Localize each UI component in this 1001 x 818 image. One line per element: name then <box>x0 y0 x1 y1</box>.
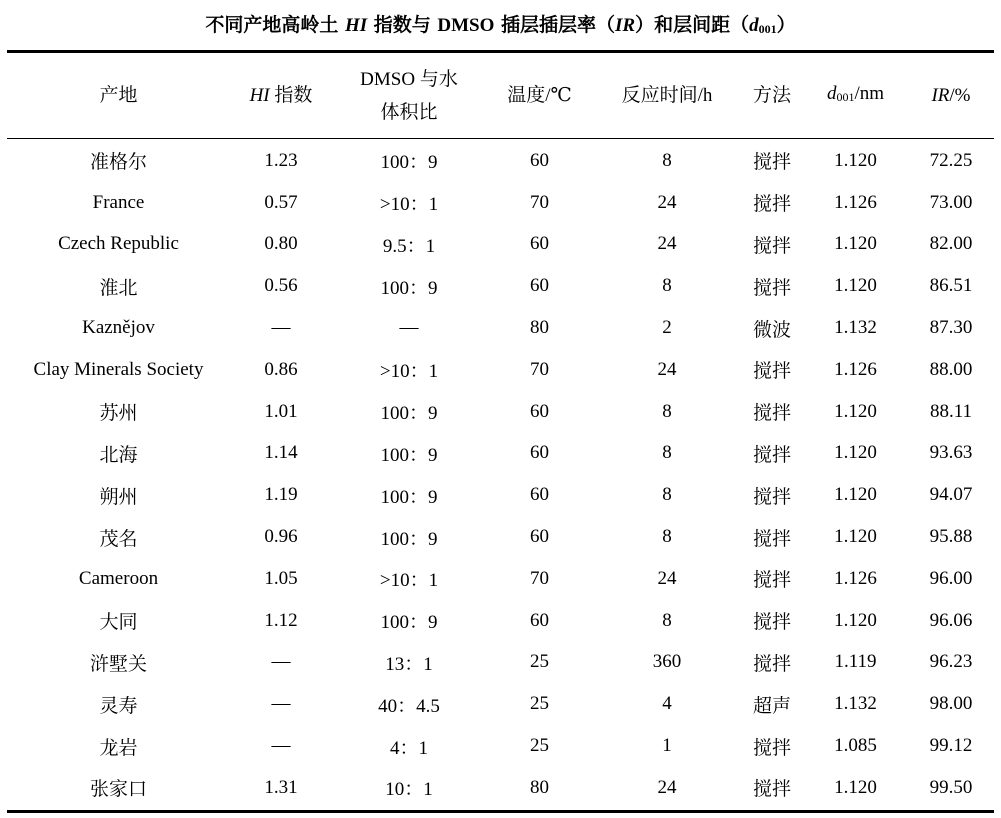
cell-method: 搅拌 <box>752 779 791 801</box>
cell-hi-index: 0.57 <box>264 191 298 213</box>
table-row <box>7 767 994 809</box>
cell-volume-ratio: — <box>399 317 419 339</box>
table-row <box>7 265 994 307</box>
cell-ir: 73.00 <box>929 191 973 213</box>
cell-temperature: 60 <box>530 484 549 506</box>
cell-d001: 1.126 <box>834 358 877 380</box>
cell-method: 搅拌 <box>752 152 791 174</box>
table-row <box>7 391 994 433</box>
cell-origin: 准格尔 <box>89 152 147 174</box>
cell-temperature: 80 <box>530 776 549 798</box>
cell-method: 搅拌 <box>752 235 791 257</box>
cell-volume-ratio: 100：9 <box>380 152 438 174</box>
caption-d: d <box>749 15 759 36</box>
cell-d001: 1.132 <box>834 317 877 339</box>
cell-method: 超声 <box>752 695 791 717</box>
cell-origin: 苏州 <box>99 403 138 425</box>
table-row <box>7 558 994 600</box>
cell-ir: 96.06 <box>929 609 973 631</box>
table-row <box>7 349 994 391</box>
cell-temperature: 60 <box>530 400 549 422</box>
cell-reaction-time: 8 <box>662 609 672 631</box>
cell-d001: 1.126 <box>834 191 877 213</box>
header-hi-suffix: 指数 <box>269 85 313 106</box>
table-body <box>7 138 994 809</box>
cell-hi-index: 1.01 <box>264 400 298 422</box>
header-reaction-time: 反应时间/h <box>621 85 713 106</box>
table-row <box>7 683 994 725</box>
cell-temperature: 25 <box>530 651 549 673</box>
caption-text: 不同产地高岭土 <box>205 14 345 36</box>
cell-volume-ratio: 100：9 <box>380 528 438 550</box>
cell-method: 搅拌 <box>752 403 791 425</box>
table-row <box>7 138 994 182</box>
cell-hi-index: 1.12 <box>264 609 298 631</box>
cell-hi-index: 1.23 <box>264 149 298 171</box>
data-table <box>7 53 994 809</box>
cell-ir: 86.51 <box>929 275 973 297</box>
header-d-subscript: 001 <box>836 90 855 104</box>
cell-hi-index: — <box>271 693 291 715</box>
cell-volume-ratio: >10：1 <box>379 194 439 216</box>
cell-d001: 1.119 <box>834 651 877 673</box>
cell-volume-ratio: 100：9 <box>380 612 438 634</box>
header-ratio-line2: 体积比 <box>380 101 438 123</box>
cell-volume-ratio: 100：9 <box>380 444 438 466</box>
cell-origin: 大同 <box>99 612 138 634</box>
cell-reaction-time: 8 <box>662 149 672 171</box>
cell-method: 搅拌 <box>752 528 791 550</box>
cell-reaction-time: 24 <box>657 776 677 798</box>
cell-origin: 朔州 <box>99 486 138 508</box>
cell-reaction-time: 24 <box>657 567 677 589</box>
cell-volume-ratio: 4：1 <box>389 737 428 759</box>
table-row <box>7 433 994 475</box>
cell-d001: 1.120 <box>834 400 877 422</box>
cell-hi-index: 0.80 <box>264 233 298 255</box>
cell-hi-index: 0.96 <box>264 526 298 548</box>
cell-volume-ratio: 40：4.5 <box>378 695 440 717</box>
table-row <box>7 725 994 767</box>
cell-method: 微波 <box>752 319 791 341</box>
cell-origin: Czech Republic <box>58 233 179 255</box>
table-row <box>7 600 994 642</box>
cell-ir: 96.23 <box>929 651 973 673</box>
cell-method: 搅拌 <box>752 194 791 216</box>
cell-method: 搅拌 <box>752 737 791 759</box>
cell-ir: 88.00 <box>929 358 973 380</box>
cell-hi-index: 1.05 <box>264 567 298 589</box>
cell-temperature: 25 <box>530 693 549 715</box>
cell-d001: 1.126 <box>834 567 877 589</box>
cell-hi-index: — <box>271 651 291 673</box>
caption-d-subscript: 001 <box>758 22 777 36</box>
header-ratio-line1: DMSO 与水 <box>360 68 458 90</box>
cell-temperature: 70 <box>530 567 549 589</box>
cell-ir: 96.00 <box>929 567 973 589</box>
table-row <box>7 474 994 516</box>
cell-reaction-time: 8 <box>662 526 672 548</box>
cell-hi-index: 0.86 <box>264 358 298 380</box>
caption-text: 指数与 <box>367 14 438 36</box>
header-temperature: 温度/℃ <box>507 85 572 106</box>
cell-reaction-time: 8 <box>662 400 672 422</box>
caption-dmso: DMSO <box>437 15 495 36</box>
cell-reaction-time: 2 <box>662 317 672 339</box>
cell-temperature: 25 <box>530 735 549 757</box>
cell-origin: 北海 <box>99 444 138 466</box>
cell-reaction-time: 24 <box>657 233 677 255</box>
cell-temperature: 60 <box>530 442 549 464</box>
cell-method: 搅拌 <box>752 277 791 299</box>
cell-temperature: 60 <box>530 275 549 297</box>
table-bottom-rule <box>7 810 994 813</box>
table-row <box>7 182 994 224</box>
header-method: 方法 <box>752 85 791 106</box>
cell-ir: 82.00 <box>929 233 973 255</box>
table-row <box>7 516 994 558</box>
cell-volume-ratio: 100：9 <box>380 486 438 508</box>
header-d-italic: d <box>826 83 837 104</box>
cell-reaction-time: 8 <box>662 275 672 297</box>
cell-d001: 1.120 <box>834 776 877 798</box>
cell-d001: 1.120 <box>834 484 877 506</box>
caption-text: ） <box>776 14 796 36</box>
cell-volume-ratio: 13：1 <box>385 653 433 675</box>
cell-hi-index: 1.19 <box>264 484 298 506</box>
cell-origin: 灵寿 <box>99 695 138 717</box>
cell-volume-ratio: 10：1 <box>385 779 433 801</box>
cell-temperature: 70 <box>530 191 549 213</box>
cell-volume-ratio: 9.5：1 <box>382 235 436 257</box>
table-caption <box>0 10 1001 38</box>
caption-hi: HI <box>344 15 368 36</box>
cell-method: 搅拌 <box>752 653 791 675</box>
header-ir <box>908 53 994 138</box>
cell-d001: 1.120 <box>834 233 877 255</box>
cell-origin: Clay Minerals Society <box>33 358 204 380</box>
cell-reaction-time: 360 <box>652 651 682 673</box>
header-d001 <box>803 53 908 138</box>
cell-ir: 94.07 <box>929 484 973 506</box>
cell-hi-index: 1.14 <box>264 442 298 464</box>
cell-d001: 1.120 <box>834 275 877 297</box>
cell-volume-ratio: >10：1 <box>379 570 439 592</box>
cell-reaction-time: 8 <box>662 442 672 464</box>
caption-text: ）和层间距（ <box>635 14 750 36</box>
cell-ir: 99.50 <box>929 776 973 798</box>
header-hi-italic: HI <box>249 85 270 106</box>
cell-method: 搅拌 <box>752 612 791 634</box>
caption-text: 插层插层率（ <box>494 14 616 36</box>
cell-method: 搅拌 <box>752 361 791 383</box>
table-header-row <box>7 53 994 138</box>
cell-origin: France <box>92 191 145 213</box>
cell-temperature: 60 <box>530 609 549 631</box>
cell-method: 搅拌 <box>752 486 791 508</box>
cell-temperature: 70 <box>530 358 549 380</box>
table-row <box>7 224 994 266</box>
cell-d001: 1.120 <box>834 609 877 631</box>
cell-temperature: 80 <box>530 317 549 339</box>
cell-origin: 淮北 <box>99 277 138 299</box>
cell-temperature: 60 <box>530 149 549 171</box>
cell-origin: 龙岩 <box>99 737 138 759</box>
header-d-unit: /nm <box>854 83 885 104</box>
cell-ir: 87.30 <box>929 317 973 339</box>
cell-origin: Cameroon <box>78 567 159 589</box>
header-ir-unit: /% <box>949 85 971 106</box>
cell-reaction-time: 1 <box>662 735 672 757</box>
cell-d001: 1.120 <box>834 442 877 464</box>
cell-reaction-time: 24 <box>657 358 677 380</box>
cell-hi-index: 1.31 <box>264 776 298 798</box>
cell-origin: 张家口 <box>89 779 147 801</box>
cell-hi-index: 0.56 <box>264 275 298 297</box>
table-row <box>7 307 994 349</box>
cell-volume-ratio: 100：9 <box>380 277 438 299</box>
header-origin: 产地 <box>99 85 138 106</box>
cell-d001: 1.132 <box>834 693 877 715</box>
cell-hi-index: — <box>271 317 291 339</box>
cell-hi-index: — <box>271 735 291 757</box>
cell-temperature: 60 <box>530 526 549 548</box>
cell-d001: 1.085 <box>834 735 877 757</box>
header-hi-index <box>230 53 332 138</box>
cell-d001: 1.120 <box>834 526 877 548</box>
cell-volume-ratio: 100：9 <box>380 403 438 425</box>
cell-ir: 93.63 <box>929 442 973 464</box>
cell-reaction-time: 4 <box>662 693 672 715</box>
cell-ir: 88.11 <box>929 400 973 422</box>
cell-ir: 99.12 <box>929 735 973 757</box>
table-row <box>7 642 994 684</box>
cell-origin: Kaznějov <box>82 317 155 339</box>
caption-ir: IR <box>615 15 636 36</box>
cell-method: 搅拌 <box>752 444 791 466</box>
header-volume-ratio <box>332 53 486 138</box>
cell-origin: 浒墅关 <box>89 653 147 675</box>
cell-d001: 1.120 <box>834 149 877 171</box>
header-ir-italic: IR <box>931 85 950 106</box>
cell-reaction-time: 24 <box>657 191 677 213</box>
cell-ir: 72.25 <box>929 149 973 171</box>
cell-origin: 茂名 <box>99 528 138 550</box>
cell-method: 搅拌 <box>752 570 791 592</box>
cell-reaction-time: 8 <box>662 484 672 506</box>
cell-volume-ratio: >10：1 <box>379 361 439 383</box>
cell-temperature: 60 <box>530 233 549 255</box>
cell-ir: 95.88 <box>929 526 973 548</box>
cell-ir: 98.00 <box>929 693 973 715</box>
